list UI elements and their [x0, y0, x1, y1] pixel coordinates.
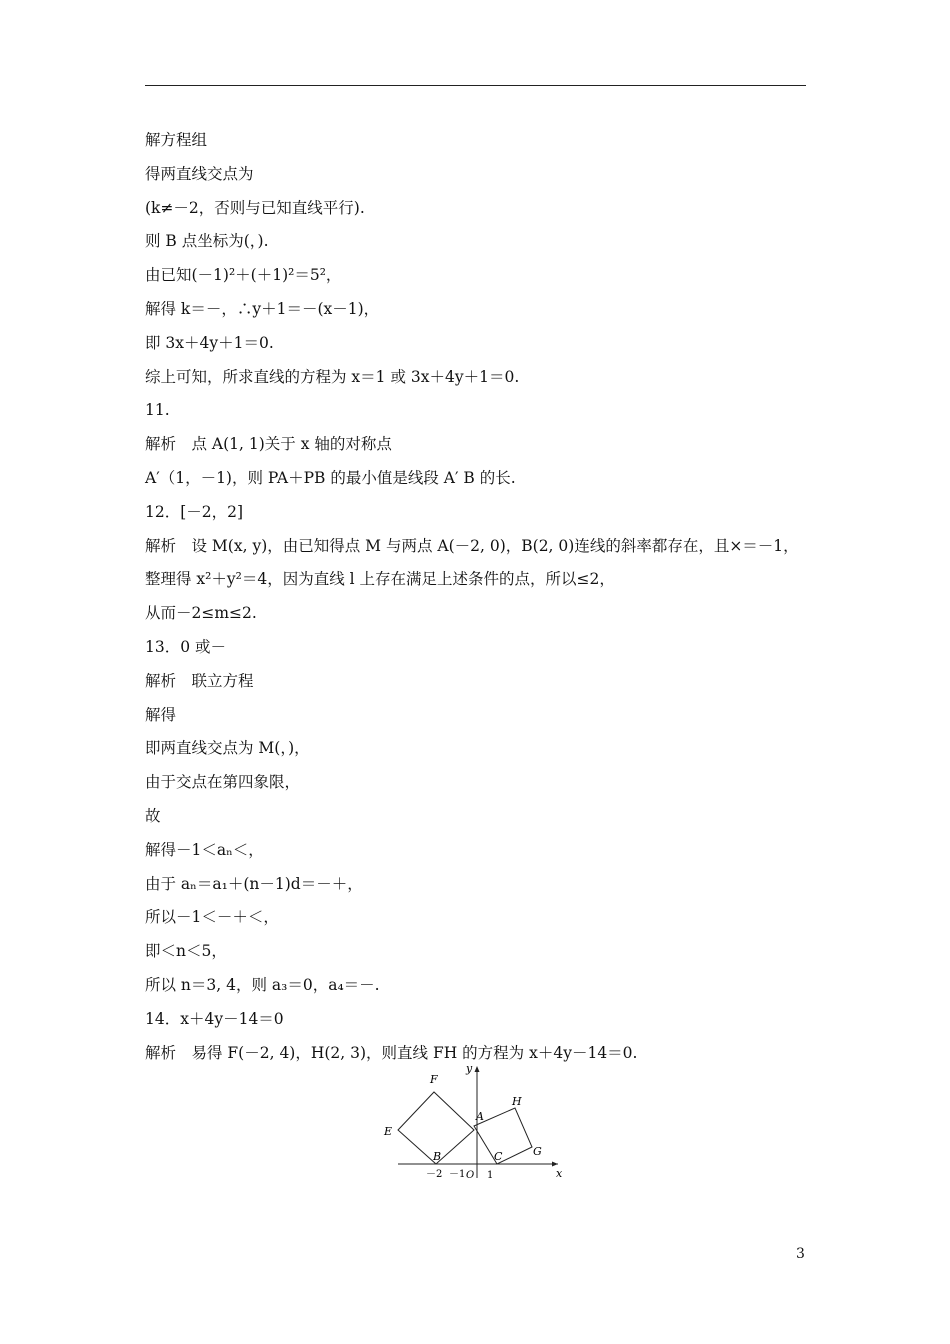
label-C: C	[494, 1150, 503, 1163]
text-line: 解析 易得 F(－2, 4)，H(2, 3)，则直线 FH 的方程为 x＋4y－14＝0.	[145, 1043, 638, 1062]
text-line: 解方程组	[145, 131, 208, 149]
text-line: 即两直线交点为 M(，)，	[145, 739, 310, 758]
header-rule	[145, 85, 806, 86]
text-paragraph: 解析 设 M(x, y)，由已知得点 M 与两点 A(－2, 0)，B(2, 0)连线的斜率都存在，且×＝－1，整理得 x²＋y²＝4，因为直线 l 上存在满足上述条件的点，所以≤2，	[145, 536, 799, 589]
label-B: B	[433, 1150, 442, 1163]
text-line: 解得－1＜aₙ＜，	[145, 840, 264, 859]
text-line: 从而－2≤m≤2.	[145, 604, 257, 623]
tick-label: －1	[449, 1169, 466, 1180]
text-line: 所以 n＝3, 4，则 a₃＝0，a₄＝－.	[145, 975, 380, 994]
y-axis-arrow	[475, 1066, 480, 1072]
page-number: 3	[796, 1246, 805, 1262]
tick-label: －2	[426, 1169, 443, 1180]
label-F: F	[430, 1073, 438, 1086]
text-line: 由已知(－1)²＋(＋1)²＝5²，	[145, 266, 342, 285]
text-line: 解得 k＝－，∴y＋1＝－(x－1)，	[145, 299, 380, 318]
x-axis-label: x	[556, 1167, 563, 1180]
text-line: 综上可知，所求直线的方程为 x＝1 或 3x＋4y＋1＝0.	[145, 367, 520, 386]
y-axis-label: y	[466, 1062, 473, 1075]
geometry-figure	[380, 1060, 570, 1185]
text-line: 解得	[145, 705, 177, 724]
x-axis-arrow	[552, 1162, 558, 1167]
label-A: A	[476, 1110, 484, 1123]
text-line: 即 3x＋4y＋1＝0.	[145, 333, 274, 352]
text-line: 即＜n＜5，	[145, 942, 227, 961]
text-line: 解析 点 A(1, 1)关于 x 轴的对称点	[145, 435, 392, 454]
question-number: 12．[－2，2]	[145, 502, 244, 521]
question-number: 14．x＋4y－14＝0	[145, 1009, 284, 1028]
text-line: 由于 aₙ＝a₁＋(n－1)d＝－＋，	[145, 874, 363, 893]
text-line: 由于交点在第四象限，	[145, 773, 301, 792]
text-line: 解析 联立方程	[145, 671, 254, 690]
text-line: A′（1，－1)，则 PA＋PB 的最小值是线段 A′ B 的长.	[145, 468, 516, 487]
origin-label: O	[466, 1170, 475, 1181]
document-body	[145, 124, 810, 1070]
text-line: 所以－1＜－＋＜，	[145, 908, 279, 927]
question-number: 11.	[145, 401, 170, 420]
text-line: 故	[145, 806, 161, 825]
tick-label: 1	[487, 1170, 494, 1181]
text-line: 得两直线交点为	[145, 164, 254, 183]
text-line: 则 B 点坐标为(，).	[145, 232, 269, 251]
label-G: G	[533, 1145, 542, 1158]
question-number: 13．0 或－	[145, 637, 227, 656]
text-line: (k≠－2，否则与已知直线平行).	[145, 198, 365, 217]
label-E: E	[384, 1125, 393, 1138]
label-H: H	[512, 1095, 522, 1108]
